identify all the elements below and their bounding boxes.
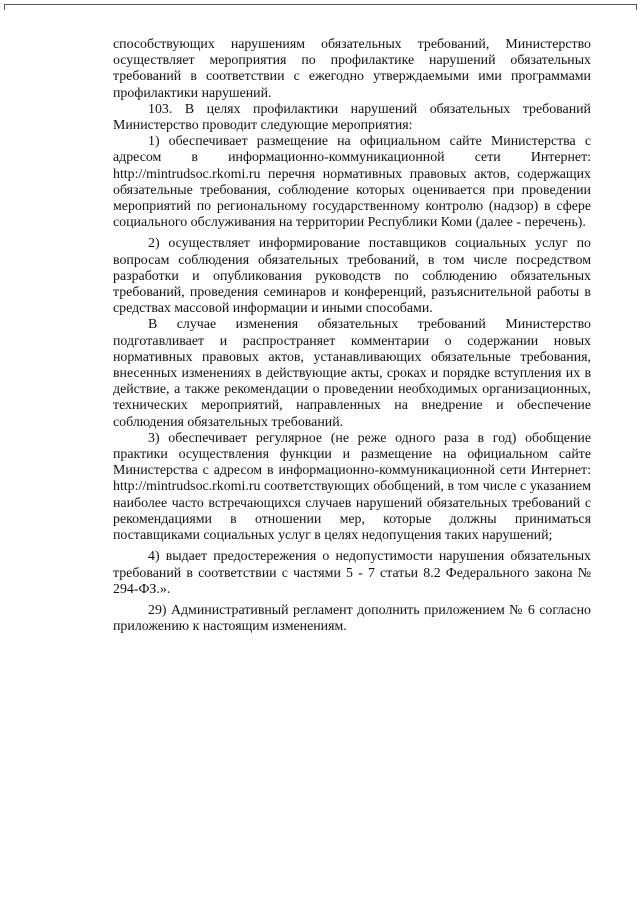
document-body xyxy=(113,37,591,635)
paragraph-continuation: способствующих нарушениям обязательных требований, Министерство осуществляет мероприятия по профилактике нарушений обязательных требований в соответствии с ежегодно утверждаемыми ими программами профилактики нарушений. xyxy=(113,37,591,101)
paragraph-changes-note: В случае изменения обязательных требований Министерство подготавливает и распространяет комментарии о содержании новых нормативных правовых актов, устанавливающих обязательные требования, внесенных изменениях в действующие акты, сроках и порядке вступления их в действие, а также рекомендации о проведении необходимых организационных, технических мероприятий, направленных на внедрение и обеспечение соблюдения обязательных требований. xyxy=(113,317,591,430)
paragraph-item-29: 29) Административный регламент дополнить приложением № 6 согласно приложению к настоящим изменениям. xyxy=(113,602,591,635)
paragraph-item-3: 3) обеспечивает регулярное (не реже одного раза в год) обобщение практики осуществления функции и размещение на официальном сайте Министерства с адресом в информационно-коммуникационной сети Интернет: http://mintrudsoc.rkomi.ru соответствующих обобщений, в том числе с указанием наиболее часто встречающихся случаев нарушений обязательных требований с рекомендациями в отношении мер, которые должны приниматься поставщиками социальных услуг в целях недопущения таких нарушений; xyxy=(113,430,591,544)
paragraph-item-2: 2) осуществляет информирование поставщиков социальных услуг по вопросам соблюдения обязательных требований, в том числе посредством разработки и опубликования руководств по соблюдению обязательных требований, проведения семинаров и конференций, разъяснительной работы в средствах массовой информации и иными способами. xyxy=(113,236,591,317)
paragraph-clause-103: 103. В целях профилактики нарушений обязательных требований Министерство проводит следующие мероприятия: xyxy=(113,101,591,134)
scan-edge-right xyxy=(636,4,637,10)
scan-edge-left xyxy=(4,4,5,10)
scan-edge-top xyxy=(4,4,636,5)
paragraph-item-1: 1) обеспечивает размещение на официальном сайте Министерства с адресом в информационно-коммуникационной сети Интернет: http://mintrudsoc.rkomi.ru перечня нормативных правовых актов, содержащих обязательные требования, соблюдение которых оценивается при проведении мероприятий по региональному государственному контролю (надзор) в сфере социального обслуживания на территории Республики Коми (далее - перечень). xyxy=(113,134,591,231)
paragraph-item-4: 4) выдает предостережения о недопустимости нарушения обязательных требований в соответствии с частями 5 - 7 статьи 8.2 Федерального закона № 294-ФЗ.». xyxy=(113,549,591,597)
